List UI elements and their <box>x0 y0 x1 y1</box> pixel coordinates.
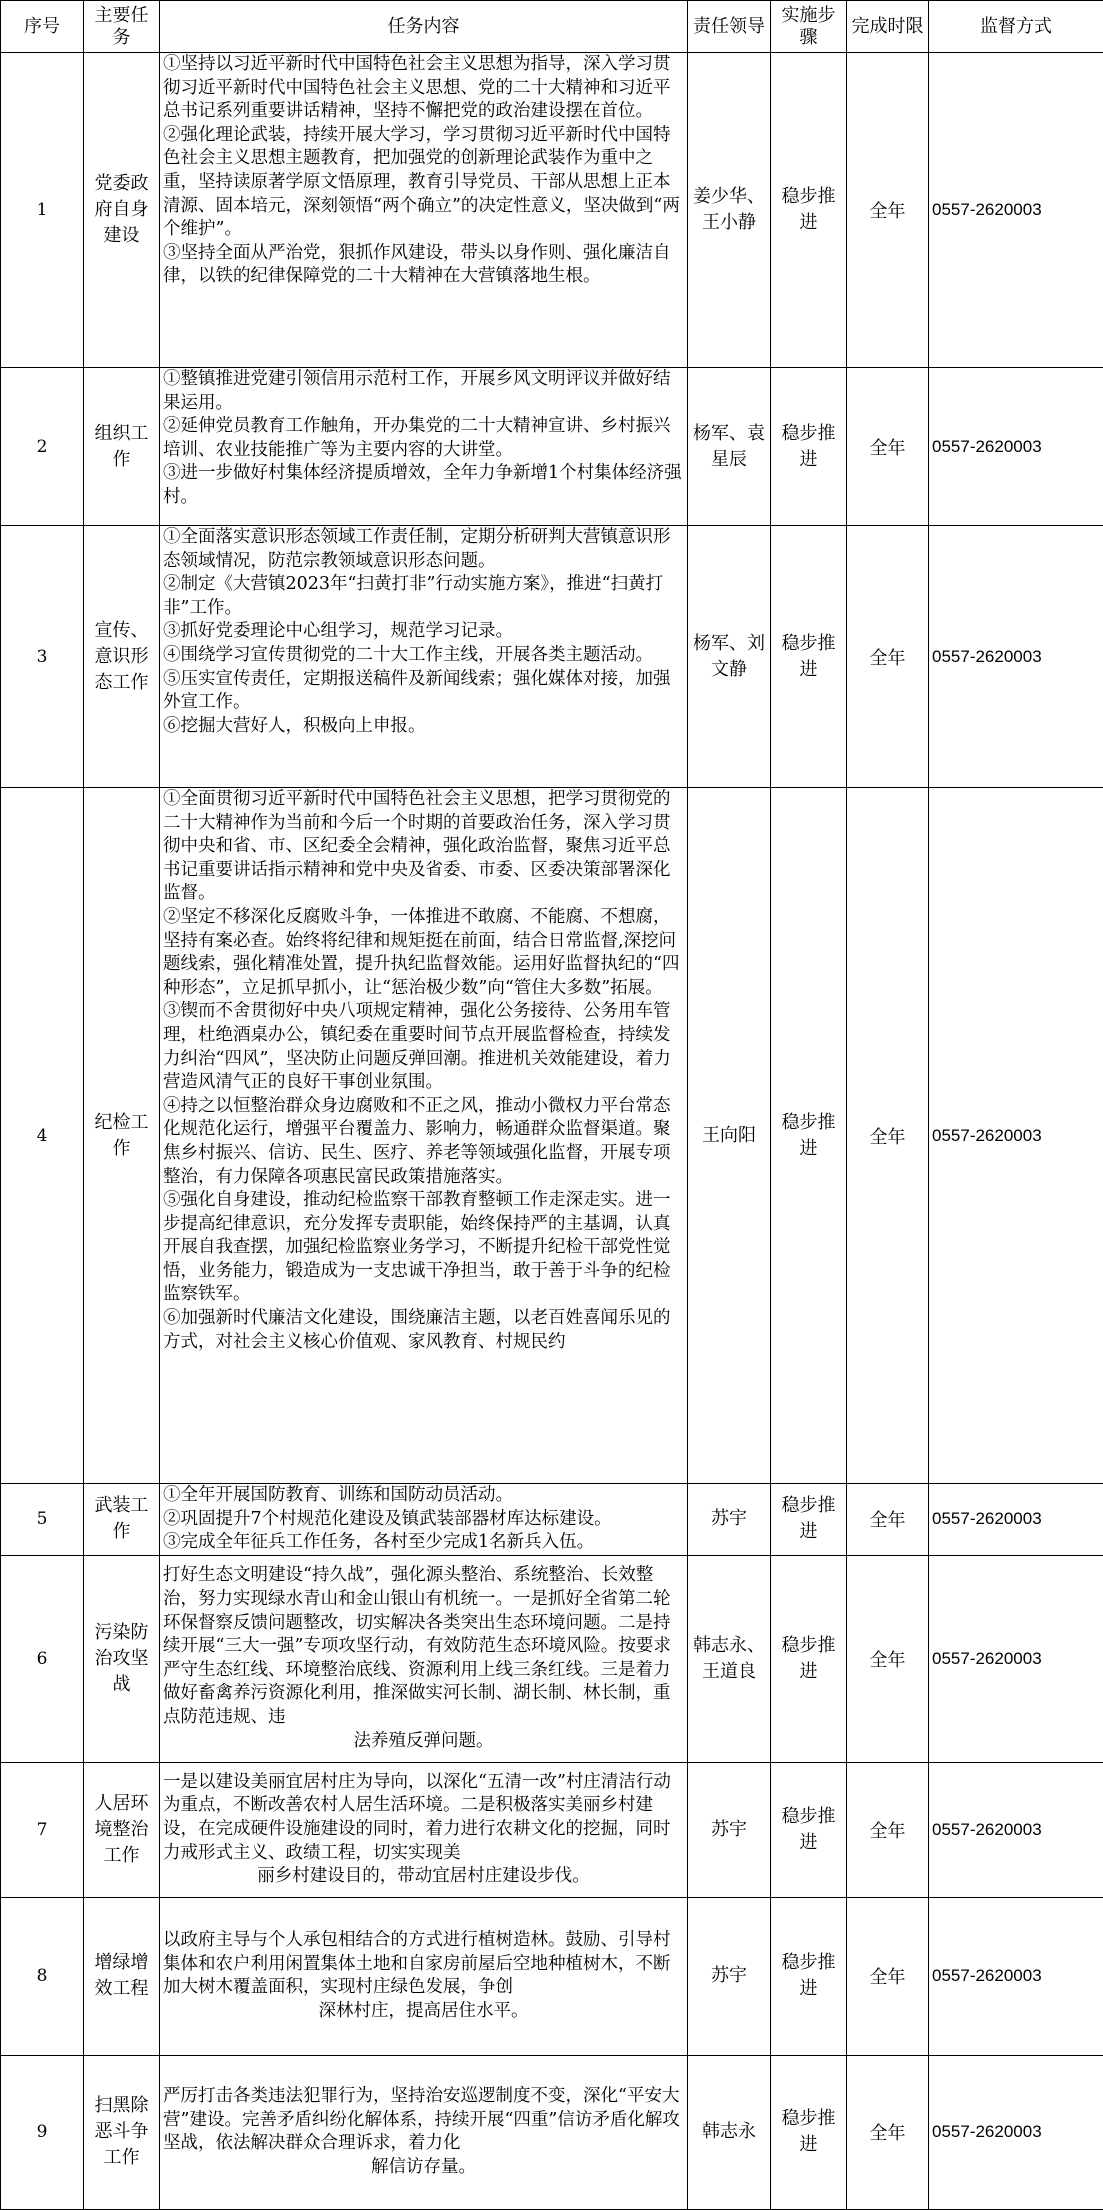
table-row <box>1 1762 1103 1897</box>
supervision-phone: 0557-2620003 <box>929 368 1103 526</box>
table-row <box>1 526 1103 788</box>
content-paragraph-tail: 法养殖反弹问题。 <box>163 1730 684 1754</box>
task-name: 纪检工作 <box>84 788 160 1484</box>
content-paragraph: 打好生态文明建设“持久战”，强化源头整治、系统整治、长效整治，努力实现绿水青山和金山银山有机统一。一是抓好全省第二轮环保督察反馈问题整改，切实解决各类突出生态环境问题。二是持续开展“三大一强”专项攻坚行动，有效防范生态环境风险。按要求严守生态红线、环境整治底线、资源利用上线三条红线。三是着力做好畜禽养污资源化利用，推深做实河长制、湖长制、林长制，重点防范违规、违 <box>163 1564 684 1729</box>
task-content <box>160 1555 688 1762</box>
content-paragraph: ⑥挖掘大营好人，积极向上申报。 <box>163 715 684 739</box>
task-name: 武装工作 <box>84 1484 160 1556</box>
content-paragraph: ①全面落实意识形态领域工作责任制，定期分析研判大营镇意识形态领域情况，防范宗教领域意识形态问题。 <box>163 526 684 573</box>
content-paragraph: ②巩固提升7个村规范化建设及镇武装部器材库达标建设。 <box>163 1508 684 1532</box>
header-no: 序号 <box>1 1 84 53</box>
content-paragraph: ③完成全年征兵工作任务，各村至少完成1名新兵入伍。 <box>163 1531 684 1555</box>
content-paragraph: ②强化理论武装，持续开展大学习，学习贯彻习近平新时代中国特色社会主义思想主题教育，把加强党的创新理论武装作为重中之重，坚持读原著学原文悟原理，教育引导党员、干部从思想上正本清源、固本培元，深刻领悟“两个确立”的决定性意义，坚决做到“两个维护”。 <box>163 124 684 242</box>
deadline: 全年 <box>847 53 929 368</box>
content-paragraph: ①坚持以习近平新时代中国特色社会主义思想为指导，深入学习贯彻习近平新时代中国特色社会主义思想、党的二十大精神和习近平总书记系列重要讲话精神，坚持不懈把党的政治建设摆在首位。 <box>163 53 684 124</box>
task-name: 组织工作 <box>84 368 160 526</box>
task-content <box>160 368 688 526</box>
content-paragraph: ⑥加强新时代廉洁文化建设，围绕廉洁主题，以老百姓喜闻乐见的方式，对社会主义核心价值观、家风教育、村规民约 <box>163 1307 684 1354</box>
task-content <box>160 788 688 1484</box>
content-paragraph: ④围绕学习宣传贯彻党的二十大工作主线，开展各类主题活动。 <box>163 644 684 668</box>
content-paragraph-tail: 丽乡村建设目的，带动宜居村庄建设步伐。 <box>163 1865 684 1889</box>
deadline: 全年 <box>847 1555 929 1762</box>
deadline: 全年 <box>847 1897 929 2055</box>
row-number: 7 <box>1 1762 84 1897</box>
row-number: 9 <box>1 2055 84 2209</box>
row-number: 3 <box>1 526 84 788</box>
responsible-leader: 苏宇 <box>688 1484 771 1556</box>
header-leader: 责任领导 <box>688 1 771 53</box>
deadline: 全年 <box>847 2055 929 2209</box>
header-supervision: 监督方式 <box>929 1 1103 53</box>
implementation-step: 稳步推进 <box>771 1762 847 1897</box>
responsible-leader: 韩志永、王道良 <box>688 1555 771 1762</box>
header-row <box>1 1 1103 53</box>
content-paragraph: ②延伸党员教育工作触角，开办集党的二十大精神宣讲、乡村振兴培训、农业技能推广等为主要内容的大讲堂。 <box>163 415 684 462</box>
table-row <box>1 368 1103 526</box>
content-paragraph: ②坚定不移深化反腐败斗争，一体推进不敢腐、不能腐、不想腐，坚持有案必查。始终将纪律和规矩挺在前面，结合日常监督,深挖问题线索，强化精准处置，提升执纪监督效能。运用好监督执纪的“四种形态”，立足抓早抓小，让“惩治极少数”向“管住大多数”拓展。 <box>163 906 684 1000</box>
implementation-step: 稳步推进 <box>771 1897 847 2055</box>
implementation-step: 稳步推进 <box>771 368 847 526</box>
content-paragraph: ③进一步做好村集体经济提质增效，全年力争新增1个村集体经济强村。 <box>163 462 684 509</box>
deadline: 全年 <box>847 1762 929 1897</box>
task-content <box>160 2055 688 2209</box>
task-content <box>160 1484 688 1556</box>
responsible-leader: 苏宇 <box>688 1762 771 1897</box>
row-number: 4 <box>1 788 84 1484</box>
table-row <box>1 1897 1103 2055</box>
implementation-step: 稳步推进 <box>771 788 847 1484</box>
table-row <box>1 1555 1103 1762</box>
responsible-leader: 杨军、刘文静 <box>688 526 771 788</box>
task-name: 扫黑除恶斗争工作 <box>84 2055 160 2209</box>
implementation-step: 稳步推进 <box>771 53 847 368</box>
table-row <box>1 1484 1103 1556</box>
content-paragraph: ①整镇推进党建引领信用示范村工作，开展乡风文明评议并做好结果运用。 <box>163 368 684 415</box>
supervision-phone: 0557-2620003 <box>929 1897 1103 2055</box>
content-paragraph: ⑤压实宣传责任，定期报送稿件及新闻线索；强化媒体对接，加强外宣工作。 <box>163 668 684 715</box>
task-name: 党委政府自身建设 <box>84 53 160 368</box>
supervision-phone: 0557-2620003 <box>929 788 1103 1484</box>
implementation-step: 稳步推进 <box>771 2055 847 2209</box>
responsible-leader: 韩志永 <box>688 2055 771 2209</box>
header-content: 任务内容 <box>160 1 688 53</box>
supervision-phone: 0557-2620003 <box>929 526 1103 788</box>
content-paragraph: ③抓好党委理论中心组学习，规范学习记录。 <box>163 620 684 644</box>
row-number: 8 <box>1 1897 84 2055</box>
responsible-leader: 杨军、袁星辰 <box>688 368 771 526</box>
supervision-phone: 0557-2620003 <box>929 1762 1103 1897</box>
header-deadline: 完成时限 <box>847 1 929 53</box>
task-name: 宣传、意识形态工作 <box>84 526 160 788</box>
task-content <box>160 526 688 788</box>
content-paragraph-tail: 解信访存量。 <box>163 2156 684 2180</box>
task-content <box>160 1897 688 2055</box>
table-row <box>1 788 1103 1484</box>
content-paragraph: ②制定《大营镇2023年“扫黄打非”行动实施方案》，推进“扫黄打非”工作。 <box>163 573 684 620</box>
content-paragraph: 严厉打击各类违法犯罪行为，坚持治安巡逻制度不变，深化“平安大营”建设。完善矛盾纠纷化解体系，持续开展“四重”信访矛盾化解攻坚战，依法解决群众合理诉求，着力化 <box>163 2085 684 2156</box>
supervision-phone: 0557-2620003 <box>929 1484 1103 1556</box>
content-paragraph-tail: 深林村庄，提高居住水平。 <box>163 2000 684 2024</box>
row-number: 6 <box>1 1555 84 1762</box>
deadline: 全年 <box>847 526 929 788</box>
content-paragraph: 一是以建设美丽宜居村庄为导向，以深化“五清一改”村庄清洁行动为重点，不断改善农村人居生活环境。二是积极落实美丽乡村建设，在完成硬件设施建设的同时，着力进行农耕文化的挖掘，同时力戒形式主义、政绩工程，切实实现美 <box>163 1771 684 1865</box>
row-number: 2 <box>1 368 84 526</box>
content-paragraph: ③锲而不舍贯彻好中央八项规定精神，强化公务接待、公务用车管理，杜绝酒桌办公，镇纪委在重要时间节点开展监督检查，持续发力纠治“四风”，坚决防止问题反弹回潮。推进机关效能建设，着力营造风清气正的良好干事创业氛围。 <box>163 1000 684 1094</box>
task-content <box>160 1762 688 1897</box>
content-paragraph: 以政府主导与个人承包相结合的方式进行植树造林。鼓励、引导村集体和农户利用闲置集体土地和自家房前屋后空地种植树木，不断加大树木覆盖面积，实现村庄绿色发展，争创 <box>163 1929 684 2000</box>
content-paragraph: ④持之以恒整治群众身边腐败和不正之风，推动小微权力平台常态化规范化运行，增强平台覆盖力、影响力，畅通群众监督渠道。聚焦乡村振兴、信访、民生、医疗、养老等领域强化监督，开展专项整治，有力保障各项惠民富民政策措施落实。 <box>163 1095 684 1189</box>
content-paragraph: ⑤强化自身建设，推动纪检监察干部教育整顿工作走深走实。进一步提高纪律意识，充分发挥专责职能，始终保持严的主基调，认真开展自我查摆，加强纪检监察业务学习，不断提升纪检干部党性觉悟，业务能力，锻造成为一支忠诚干净担当，敢于善于斗争的纪检监察铁军。 <box>163 1189 684 1307</box>
deadline: 全年 <box>847 788 929 1484</box>
task-name: 人居环境整治工作 <box>84 1762 160 1897</box>
implementation-step: 稳步推进 <box>771 526 847 788</box>
responsible-leader: 姜少华、王小静 <box>688 53 771 368</box>
task-name: 增绿增效工程 <box>84 1897 160 2055</box>
implementation-step: 稳步推进 <box>771 1484 847 1556</box>
table-row <box>1 53 1103 368</box>
content-paragraph: ①全年开展国防教育、训练和国防动员活动。 <box>163 1484 684 1508</box>
header-step: 实施步骤 <box>771 1 847 53</box>
responsible-leader: 王向阳 <box>688 788 771 1484</box>
supervision-phone: 0557-2620003 <box>929 2055 1103 2209</box>
content-paragraph: ③坚持全面从严治党，狠抓作风建设，带头以身作则、强化廉洁自律，以铁的纪律保障党的二十大精神在大营镇落地生根。 <box>163 242 684 289</box>
supervision-phone: 0557-2620003 <box>929 53 1103 368</box>
row-number: 5 <box>1 1484 84 1556</box>
supervision-phone: 0557-2620003 <box>929 1555 1103 1762</box>
task-content <box>160 53 688 368</box>
row-number: 1 <box>1 53 84 368</box>
header-task: 主要任务 <box>84 1 160 53</box>
task-name: 污染防治攻坚战 <box>84 1555 160 1762</box>
deadline: 全年 <box>847 1484 929 1556</box>
table-row <box>1 2055 1103 2209</box>
implementation-step: 稳步推进 <box>771 1555 847 1762</box>
deadline: 全年 <box>847 368 929 526</box>
responsible-leader: 苏宇 <box>688 1897 771 2055</box>
content-paragraph: ①全面贯彻习近平新时代中国特色社会主义思想，把学习贯彻党的二十大精神作为当前和今后一个时期的首要政治任务，深入学习贯彻中央和省、市、区纪委全会精神，强化政治监督，聚焦习近平总书记重要讲话指示精神和党中央及省委、市委、区委决策部署深化监督。 <box>163 788 684 906</box>
